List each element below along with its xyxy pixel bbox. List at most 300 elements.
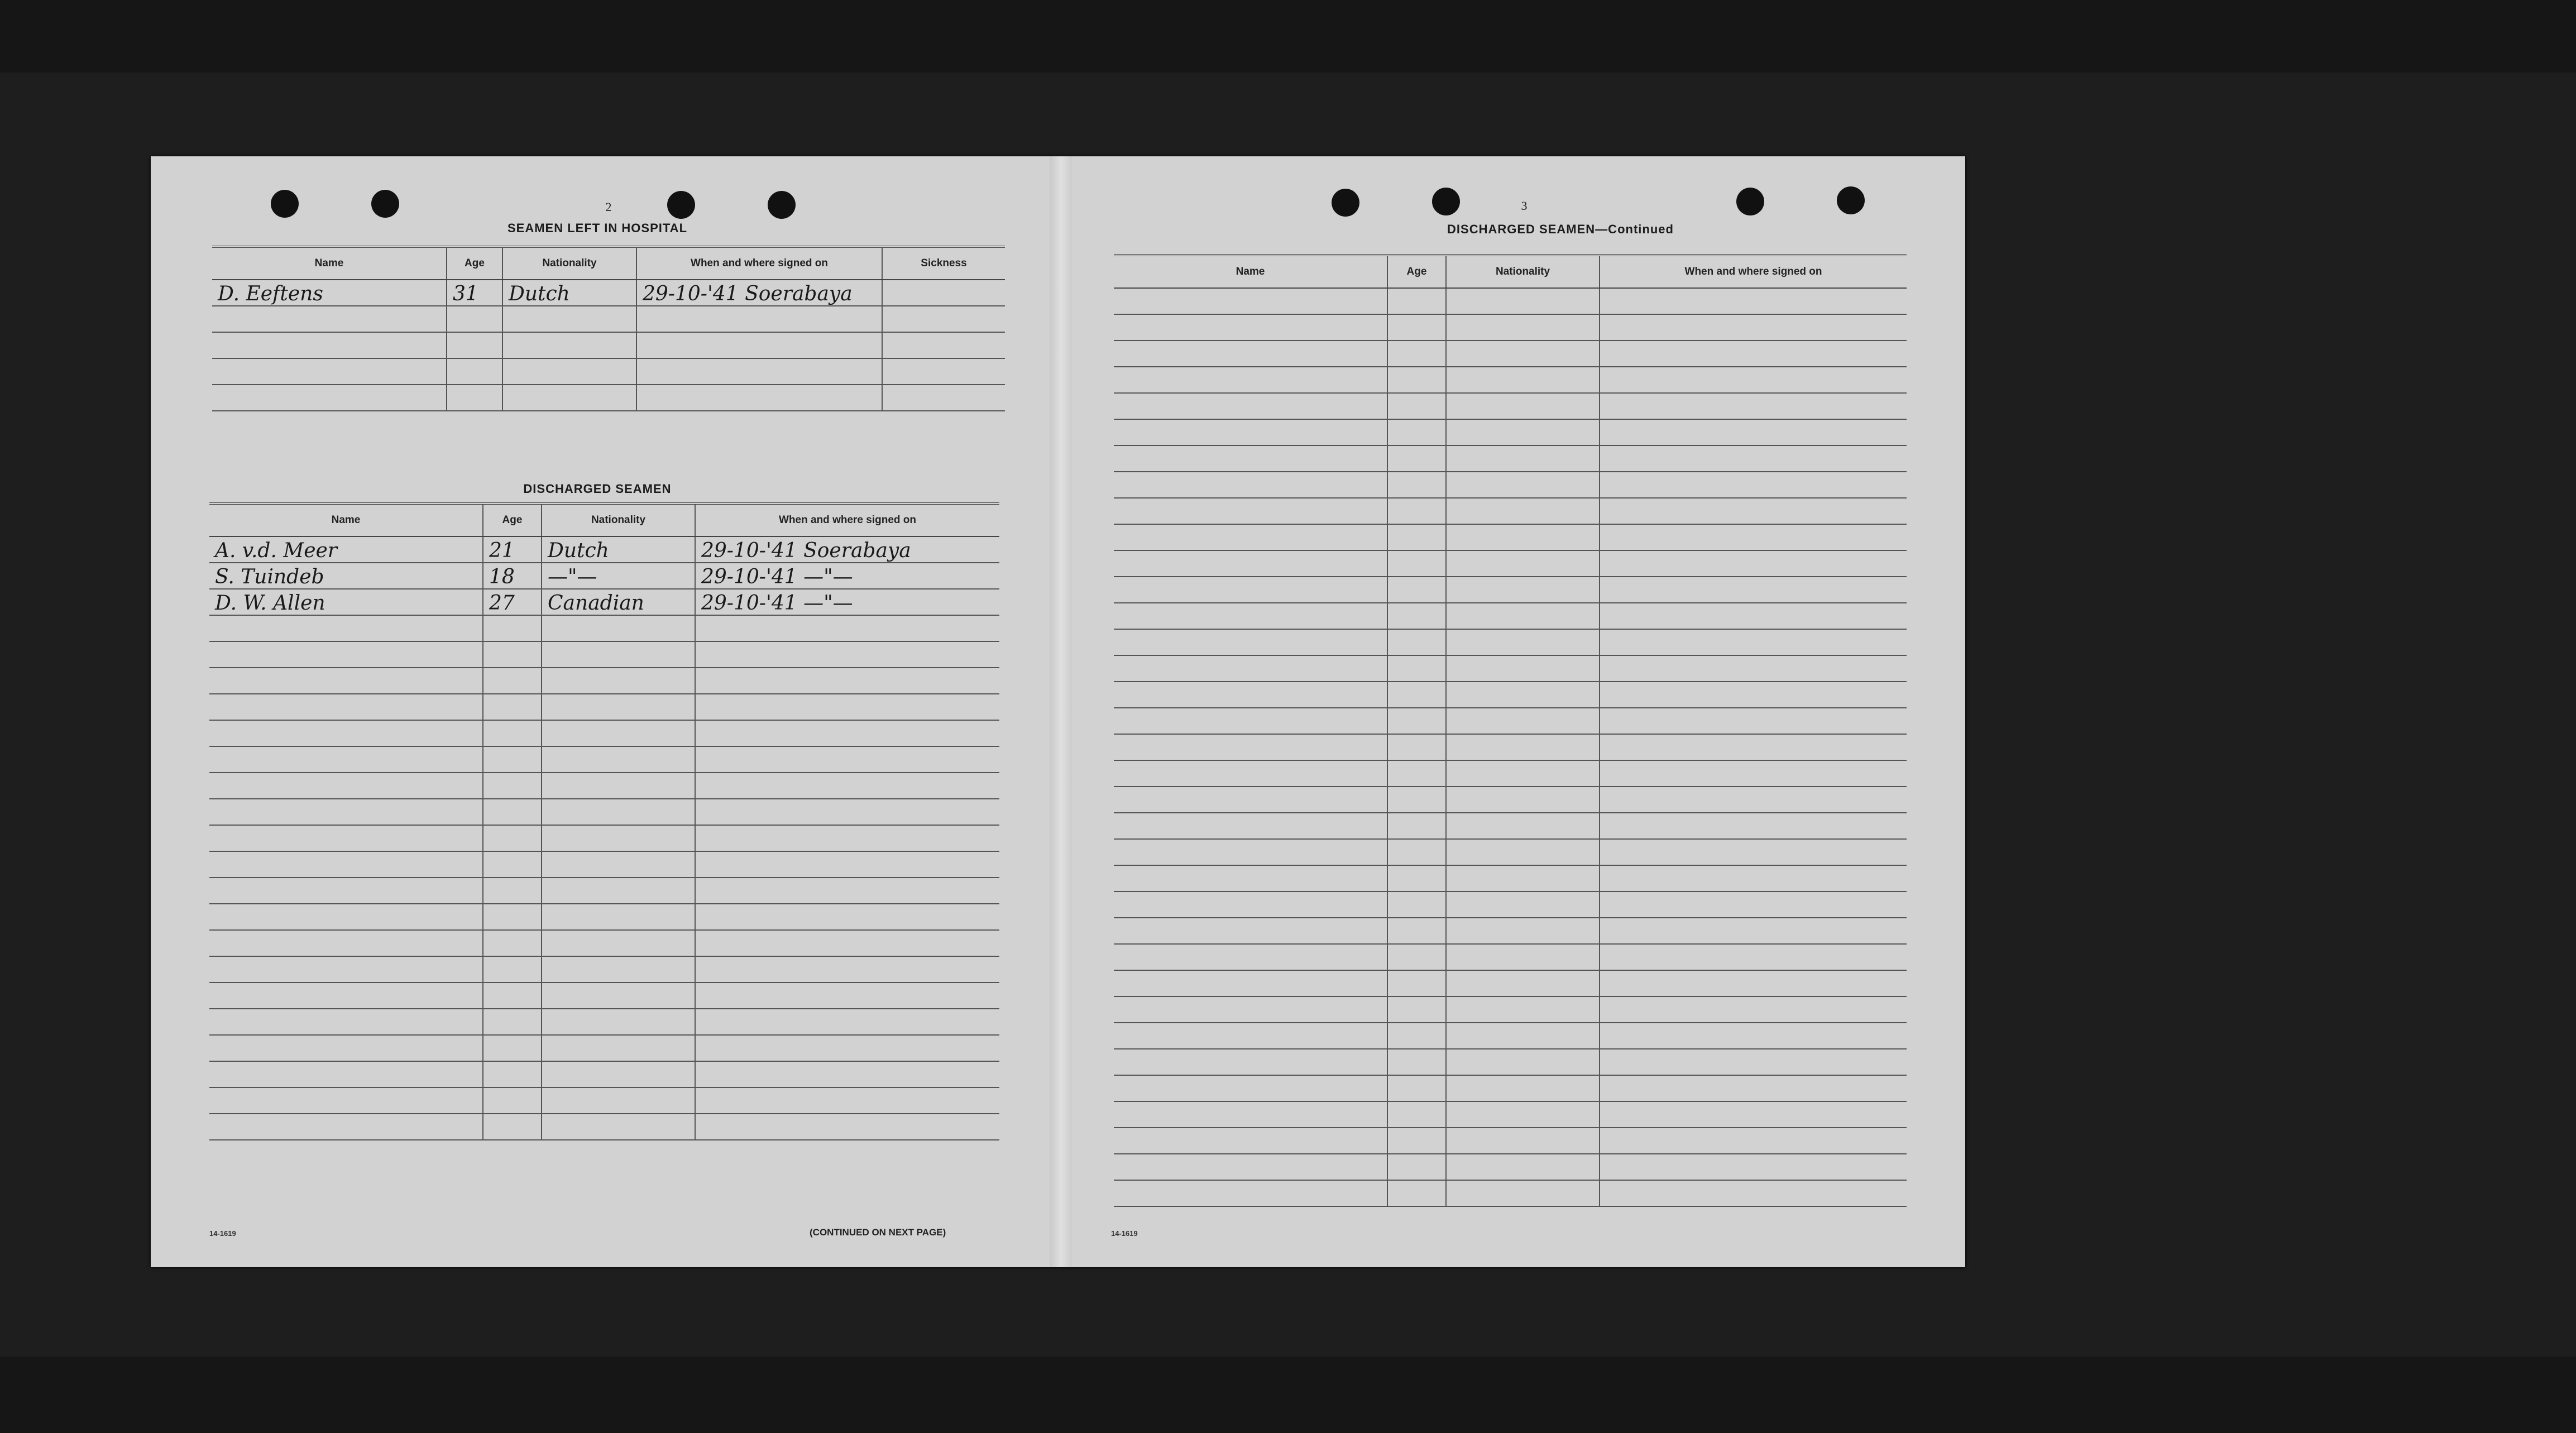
table-row [209,1035,999,1061]
table-cell [1446,892,1600,918]
table-row [212,306,1005,332]
table-cell [212,332,447,358]
table-cell [1114,944,1387,970]
table-row [1114,839,1907,865]
table-cell [695,720,999,746]
discharged-table [209,502,999,1140]
table-cell [209,773,483,799]
table-cell [1114,734,1387,760]
continued-note: (CONTINUED ON NEXT PAGE) [810,1227,946,1238]
table-cell [502,358,636,385]
table-cell [1446,1049,1600,1075]
table-row [209,694,999,720]
column-header: Name [1114,255,1387,288]
table-cell [1114,708,1387,734]
table-cell [1600,892,1907,918]
table-cell [1387,865,1446,892]
table-row [1114,813,1907,839]
table-cell [483,1035,542,1061]
table-cell [1600,524,1907,550]
table-cell: 27 [483,589,542,615]
table-cell [695,825,999,851]
table-cell [695,1114,999,1140]
table-cell [1446,1128,1600,1154]
table-cell [1600,996,1907,1023]
table-cell [1114,918,1387,944]
punch-hole [768,191,796,219]
table-row [209,720,999,746]
punch-hole [1432,188,1460,215]
table-cell [483,851,542,878]
table-cell [209,904,483,930]
table-cell [1387,1154,1446,1180]
table-cell [447,306,502,332]
table-cell [209,694,483,720]
table-cell [447,385,502,411]
table-cell [1600,970,1907,996]
column-header: When and where signed on [1600,255,1907,288]
table-cell [1387,629,1446,655]
table-row [1114,288,1907,314]
table-cell [1387,1075,1446,1101]
table-cell: Dutch [542,536,695,563]
form-number: 14-1619 [209,1229,236,1238]
column-header: Age [1387,255,1446,288]
table-cell [1114,1101,1387,1128]
table-cell [483,641,542,668]
table-cell [1446,813,1600,839]
table-row [212,385,1005,411]
table-row [1114,970,1907,996]
table-cell: 29-10-'41 —"— [695,563,999,589]
table-cell [882,385,1005,411]
table-cell [483,615,542,641]
table-cell [209,668,483,694]
table-cell [1114,445,1387,472]
table-cell [1600,734,1907,760]
table-cell [695,668,999,694]
table-cell [882,332,1005,358]
table-row [209,878,999,904]
table-cell [1114,472,1387,498]
column-header: Nationality [502,247,636,280]
table-cell [1446,1180,1600,1206]
table-cell [483,878,542,904]
column-header: Nationality [542,504,695,536]
table-row [209,1009,999,1035]
table-cell [1114,524,1387,550]
table-cell [1446,498,1600,524]
table-cell [483,694,542,720]
table-cell [542,1114,695,1140]
table-cell [1600,760,1907,787]
table-row [1114,603,1907,629]
table-cell [1114,1128,1387,1154]
table-cell [1387,734,1446,760]
table-cell [1600,1154,1907,1180]
table-cell [1114,603,1387,629]
form-number: 14-1619 [1111,1229,1138,1238]
section-title-discharged: DISCHARGED SEAMEN [523,482,672,496]
table-row [212,332,1005,358]
table-cell [542,1009,695,1035]
table-cell [212,306,447,332]
table-cell [1600,367,1907,393]
table-cell [502,332,636,358]
table-row [209,799,999,825]
table-row [1114,419,1907,445]
table-cell [1387,760,1446,787]
table-cell [1446,1023,1600,1049]
table-row [209,773,999,799]
table-cell [1446,996,1600,1023]
table-row [209,668,999,694]
table-row [1114,1049,1907,1075]
table-cell [1446,655,1600,682]
table-cell [209,825,483,851]
table-cell [1600,550,1907,577]
table-row [1114,498,1907,524]
table-cell [1387,787,1446,813]
table-cell [1387,603,1446,629]
table-cell [695,1035,999,1061]
table-cell [542,615,695,641]
table-cell [1114,970,1387,996]
table-cell: D. W. Allen [209,589,483,615]
table-cell [695,851,999,878]
table-row [1114,445,1907,472]
table-cell [1387,288,1446,314]
table-cell [1114,288,1387,314]
table-row [1114,944,1907,970]
table-cell [695,694,999,720]
table-cell [1387,1180,1446,1206]
table-row [1114,892,1907,918]
table-row [209,1087,999,1114]
table-cell [1446,629,1600,655]
table-row [1114,1180,1907,1206]
table-row [209,536,999,563]
table-cell [882,358,1005,385]
table-row [209,983,999,1009]
table-cell: 18 [483,563,542,589]
table-cell [1446,734,1600,760]
table-cell [1446,419,1600,445]
table-cell [1387,813,1446,839]
table-cell [1387,472,1446,498]
table-cell [447,358,502,385]
table-cell [542,983,695,1009]
table-cell [1446,288,1600,314]
table-cell [1387,708,1446,734]
table-cell [1114,787,1387,813]
table-row [212,280,1005,306]
table-cell [1600,603,1907,629]
table-cell [502,385,636,411]
table-cell [1387,367,1446,393]
table-cell [1387,892,1446,918]
table-cell [1114,629,1387,655]
table-row [1114,1101,1907,1128]
table-cell [1446,839,1600,865]
table-cell [695,799,999,825]
table-row [1114,682,1907,708]
table-cell [1600,944,1907,970]
table-cell [695,641,999,668]
table-cell: 29-10-'41 Soerabaya [695,536,999,563]
table-cell [1600,419,1907,445]
page-number: 2 [605,200,612,214]
table-cell [695,904,999,930]
column-header: When and where signed on [695,504,999,536]
table-cell [209,878,483,904]
table-cell [695,1061,999,1087]
table-cell [1114,393,1387,419]
table-cell [209,1035,483,1061]
table-cell [542,1087,695,1114]
table-row [209,904,999,930]
punch-hole [371,190,399,218]
page-fold [1050,156,1072,1267]
table-cell [1600,787,1907,813]
table-row [1114,629,1907,655]
table-cell [1446,314,1600,341]
table-row [209,589,999,615]
table-cell [542,904,695,930]
table-cell [1600,445,1907,472]
table-cell [483,956,542,983]
table-cell [209,1114,483,1140]
table-cell [1114,419,1387,445]
table-cell [1387,577,1446,603]
table-cell [1387,970,1446,996]
table-cell [483,720,542,746]
table-cell [1600,1075,1907,1101]
table-cell [1446,577,1600,603]
table-cell [1446,787,1600,813]
table-cell [1600,1101,1907,1128]
table-cell [1600,498,1907,524]
table-cell [483,930,542,956]
table-cell: A. v.d. Meer [209,536,483,563]
table-cell [209,615,483,641]
hospital-table [212,246,1005,411]
punch-hole [1332,189,1359,217]
table-row [1114,472,1907,498]
table-cell [542,799,695,825]
table-cell [1387,1049,1446,1075]
table-cell [1600,682,1907,708]
table-cell: Dutch [502,280,636,306]
table-cell [483,746,542,773]
table-cell [1446,341,1600,367]
table-row [209,563,999,589]
table-cell [1600,1049,1907,1075]
table-cell [1114,813,1387,839]
table-cell [1387,839,1446,865]
table-cell [483,799,542,825]
table-cell [209,956,483,983]
table-cell [209,983,483,1009]
table-cell [636,385,882,411]
table-row [1114,524,1907,550]
table-cell [1600,865,1907,892]
table-cell [1446,918,1600,944]
table-cell [1446,524,1600,550]
table-cell [483,1114,542,1140]
table-cell [695,746,999,773]
table-cell [695,773,999,799]
table-cell [1114,1023,1387,1049]
table-cell [695,956,999,983]
table-cell [636,358,882,385]
document-sheet [151,156,1965,1267]
table-row [1114,787,1907,813]
column-header: Nationality [1446,255,1600,288]
table-cell [695,878,999,904]
table-cell [1600,629,1907,655]
table-cell [695,1087,999,1114]
table-cell [1446,760,1600,787]
table-cell [1387,524,1446,550]
table-cell [1387,655,1446,682]
table-cell [1446,708,1600,734]
table-cell [1446,393,1600,419]
table-cell [542,668,695,694]
table-cell [209,641,483,668]
table-cell [209,1087,483,1114]
table-row [1114,577,1907,603]
table-cell [1387,1128,1446,1154]
table-cell [1387,1101,1446,1128]
table-cell [1387,341,1446,367]
table-row [209,1061,999,1087]
table-cell [483,1009,542,1035]
table-cell [209,746,483,773]
table-cell [1446,970,1600,996]
table-row [212,358,1005,385]
table-cell [209,1009,483,1035]
table-cell [212,385,447,411]
table-cell [695,615,999,641]
table-cell [542,825,695,851]
table-cell [1387,445,1446,472]
table-cell [1114,996,1387,1023]
table-row [1114,393,1907,419]
table-cell: S. Tuindeb [209,563,483,589]
table-cell [1600,708,1907,734]
table-row [1114,918,1907,944]
punch-hole [667,191,695,219]
table-cell [1446,1154,1600,1180]
table-cell [542,851,695,878]
table-cell [1600,1180,1907,1206]
table-cell [483,1087,542,1114]
table-cell [882,306,1005,332]
punch-hole [271,190,299,218]
column-header: Name [209,504,483,536]
table-cell [1387,314,1446,341]
table-cell [636,306,882,332]
table-cell [1387,918,1446,944]
table-cell [542,720,695,746]
table-cell [1600,1023,1907,1049]
table-row [209,746,999,773]
table-cell [1446,550,1600,577]
table-row [1114,865,1907,892]
column-header: Age [447,247,502,280]
table-row [1114,996,1907,1023]
table-cell: 29-10-'41 —"— [695,589,999,615]
table-cell [1114,367,1387,393]
table-row [1114,314,1907,341]
page-number: 3 [1521,199,1528,213]
table-cell [542,930,695,956]
table-cell [1387,498,1446,524]
table-cell [636,332,882,358]
table-row [209,825,999,851]
table-cell [1114,1180,1387,1206]
table-cell [1600,472,1907,498]
table-cell [1446,367,1600,393]
table-cell [483,668,542,694]
table-row [1114,341,1907,367]
table-cell [1114,839,1387,865]
table-row [1114,760,1907,787]
table-cell [1446,603,1600,629]
table-cell [483,773,542,799]
table-cell [1600,813,1907,839]
table-cell [1600,341,1907,367]
table-row [1114,1075,1907,1101]
table-header-row [1114,255,1907,288]
table-cell [447,332,502,358]
table-cell [1446,1075,1600,1101]
table-cell [1600,314,1907,341]
table-row [1114,1128,1907,1154]
punch-hole [1736,188,1764,215]
table-row [209,641,999,668]
table-cell [1446,472,1600,498]
table-cell [209,720,483,746]
table-cell [1114,577,1387,603]
table-cell [1446,865,1600,892]
table-cell [1600,839,1907,865]
table-cell [882,280,1005,306]
table-cell [1446,682,1600,708]
table-cell [1600,1128,1907,1154]
table-cell [1600,918,1907,944]
table-cell [1446,944,1600,970]
table-cell [1387,550,1446,577]
table-cell [542,878,695,904]
table-cell [1600,577,1907,603]
table-cell [1114,655,1387,682]
table-row [209,930,999,956]
table-cell [209,799,483,825]
table-cell [1387,419,1446,445]
table-cell: —"— [542,563,695,589]
table-cell [1387,682,1446,708]
table-cell [542,694,695,720]
table-cell: Canadian [542,589,695,615]
table-cell [209,1061,483,1087]
table-cell [1387,996,1446,1023]
table-cell [1114,1154,1387,1180]
table-cell [1114,550,1387,577]
table-row [1114,708,1907,734]
table-cell [1114,1049,1387,1075]
